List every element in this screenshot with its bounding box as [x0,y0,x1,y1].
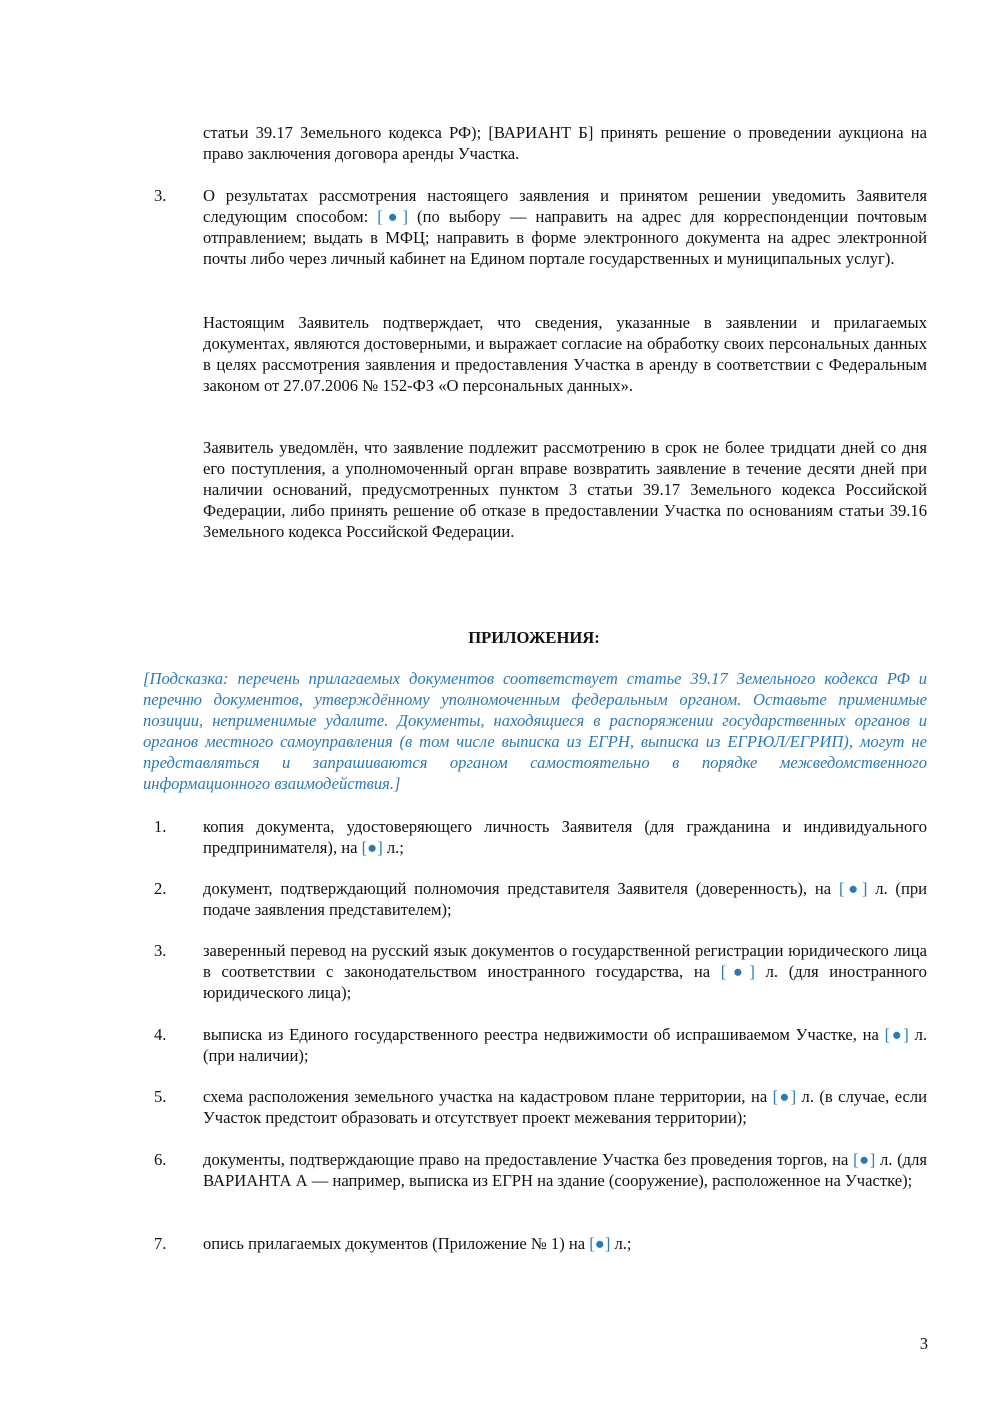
appendix-item [203,1149,927,1191]
appendix-item [203,878,927,920]
appendix-item [203,816,927,858]
appendix-item-text-after: л.; [382,838,404,857]
appendix-item-text-before: схема расположения земельного участка на кадастровом плане территории, на [203,1087,773,1106]
consent-paragraph: Настоящим Заявитель подтверждает, что сведения, указанные в заявлении и прилагаемых документах, являются достоверными, и выражает согласие на обработку своих персональных данных в целях рассмотрения заявления и предоставления Участка в аренду в соответствии с Федеральным законом от 27.07.2006 № 152-ФЗ «О персональных данных». [203,313,927,395]
appendix-item-text-before: заверенный перевод на русский язык документов о государственной регистрации юридического лица в соответствии с законодательством иностранного государства, на [203,941,927,981]
placeholder-marker: [●] [720,962,755,981]
appendix-item-text-after: л. (при наличии); [203,1025,928,1065]
placeholder-marker: [●] [377,207,409,226]
item-3-text-before: О результатах рассмотрения настоящего заявления и принятом решении уведомить Заявителя следующим способом: [203,186,927,226]
appendix-item [203,1233,927,1254]
appendix-item [203,940,927,1003]
placeholder-marker: [●] [838,879,868,898]
placeholder-marker: [●] [884,1025,909,1044]
appendix-item-text-after: л.; [610,1234,632,1253]
notice-paragraph: Заявитель уведомлён, что заявление подлежит рассмотрению в срок не более тридцати дней со дня его поступления, а уполномоченный орган вправе возвратить заявление в течение десяти дней при наличии оснований, предусмотренных пунктом 3 статьи 39.17 Земельного кодекса Российской Федерации, либо принять решение об отказе в предоставлении Участка по основаниям статьи 39.16 Земельного кодекса Российской Федерации. [203,438,927,541]
appendix-item [203,1024,927,1066]
appendix-item-number: 2. [154,879,167,898]
item-3-number: 3. [154,186,167,205]
appendix-item-number: 5. [154,1087,167,1106]
placeholder-marker: [●] [853,1150,876,1169]
placeholder-marker: [●] [589,1234,611,1253]
appendix-hint: [Подсказка: перечень прилагаемых документов соответствует статье 39.17 Земельного кодекса РФ и перечню документов, утверждённому уполномоченным федеральным органом. Оставьте применимые позиции, неприменимые удалите. Документы, находящиеся в распоряжении государственных органов и органов местного самоуправления (в том числе выписка из ЕГРН, выписка из ЕГРЮЛ/ЕГРИП), могут не представляться и запрашиваются органом самостоятельно в порядке межведомственного информационного взаимодействия.] [143,669,927,793]
appendix-item-text-after: л. (в случае, если Участок предстоит образовать и отсутствует проект межевания территории); [203,1087,927,1127]
appendix-item-number: 3. [154,941,167,960]
appendix-heading: ПРИЛОЖЕНИЯ: [468,628,600,647]
appendix-item-text-after: л. (для ВАРИАНТА А — например, выписка из ЕГРН на здание (сооружение), расположенное на Участке); [203,1150,928,1190]
item-3-text [203,185,927,269]
appendix-item-text-before: копия документа, удостоверяющего личность Заявителя (для гражданина и индивидуального предпринимателя), на [203,817,927,857]
appendix-item-text-before: документы, подтверждающие право на предоставление Участка без проведения торгов, на [203,1150,854,1169]
appendix-item-text-after: л. (для иностранного юридического лица); [203,962,927,1002]
placeholder-marker: [●] [772,1087,797,1106]
continuation-paragraph: статьи 39.17 Земельного кодекса РФ); [ВАРИАНТ Б] принять решение о проведении аукциона на право заключения договора аренды Участка. [203,123,927,163]
appendix-item-number: 4. [154,1025,167,1044]
appendix-item-number: 1. [154,817,167,836]
appendix-item-number: 7. [154,1234,167,1253]
appendix-item [203,1086,927,1128]
appendix-item-text-before: выписка из Единого государственного реестра недвижимости об испрашиваемом Участке, на [203,1025,885,1044]
page-number: 3 [919,1334,928,1353]
placeholder-marker: [●] [361,838,383,857]
appendix-item-number: 6. [154,1150,167,1169]
appendix-item-text-before: опись прилагаемых документов (Приложение № 1) на [203,1234,590,1253]
appendix-item-text-before: документ, подтверждающий полномочия представителя Заявителя (доверенность), на [203,879,839,898]
appendix-item-text-after: л. (при подаче заявления представителем); [203,879,928,919]
item-3-text-after: (по выбору — направить на адрес для корреспонденции почтовым отправлением; выдать в МФЦ; направить в форме электронного документа на адрес электронной почты либо через личный кабинет на Едином портале государственных и муниципальных услуг). [203,207,927,268]
